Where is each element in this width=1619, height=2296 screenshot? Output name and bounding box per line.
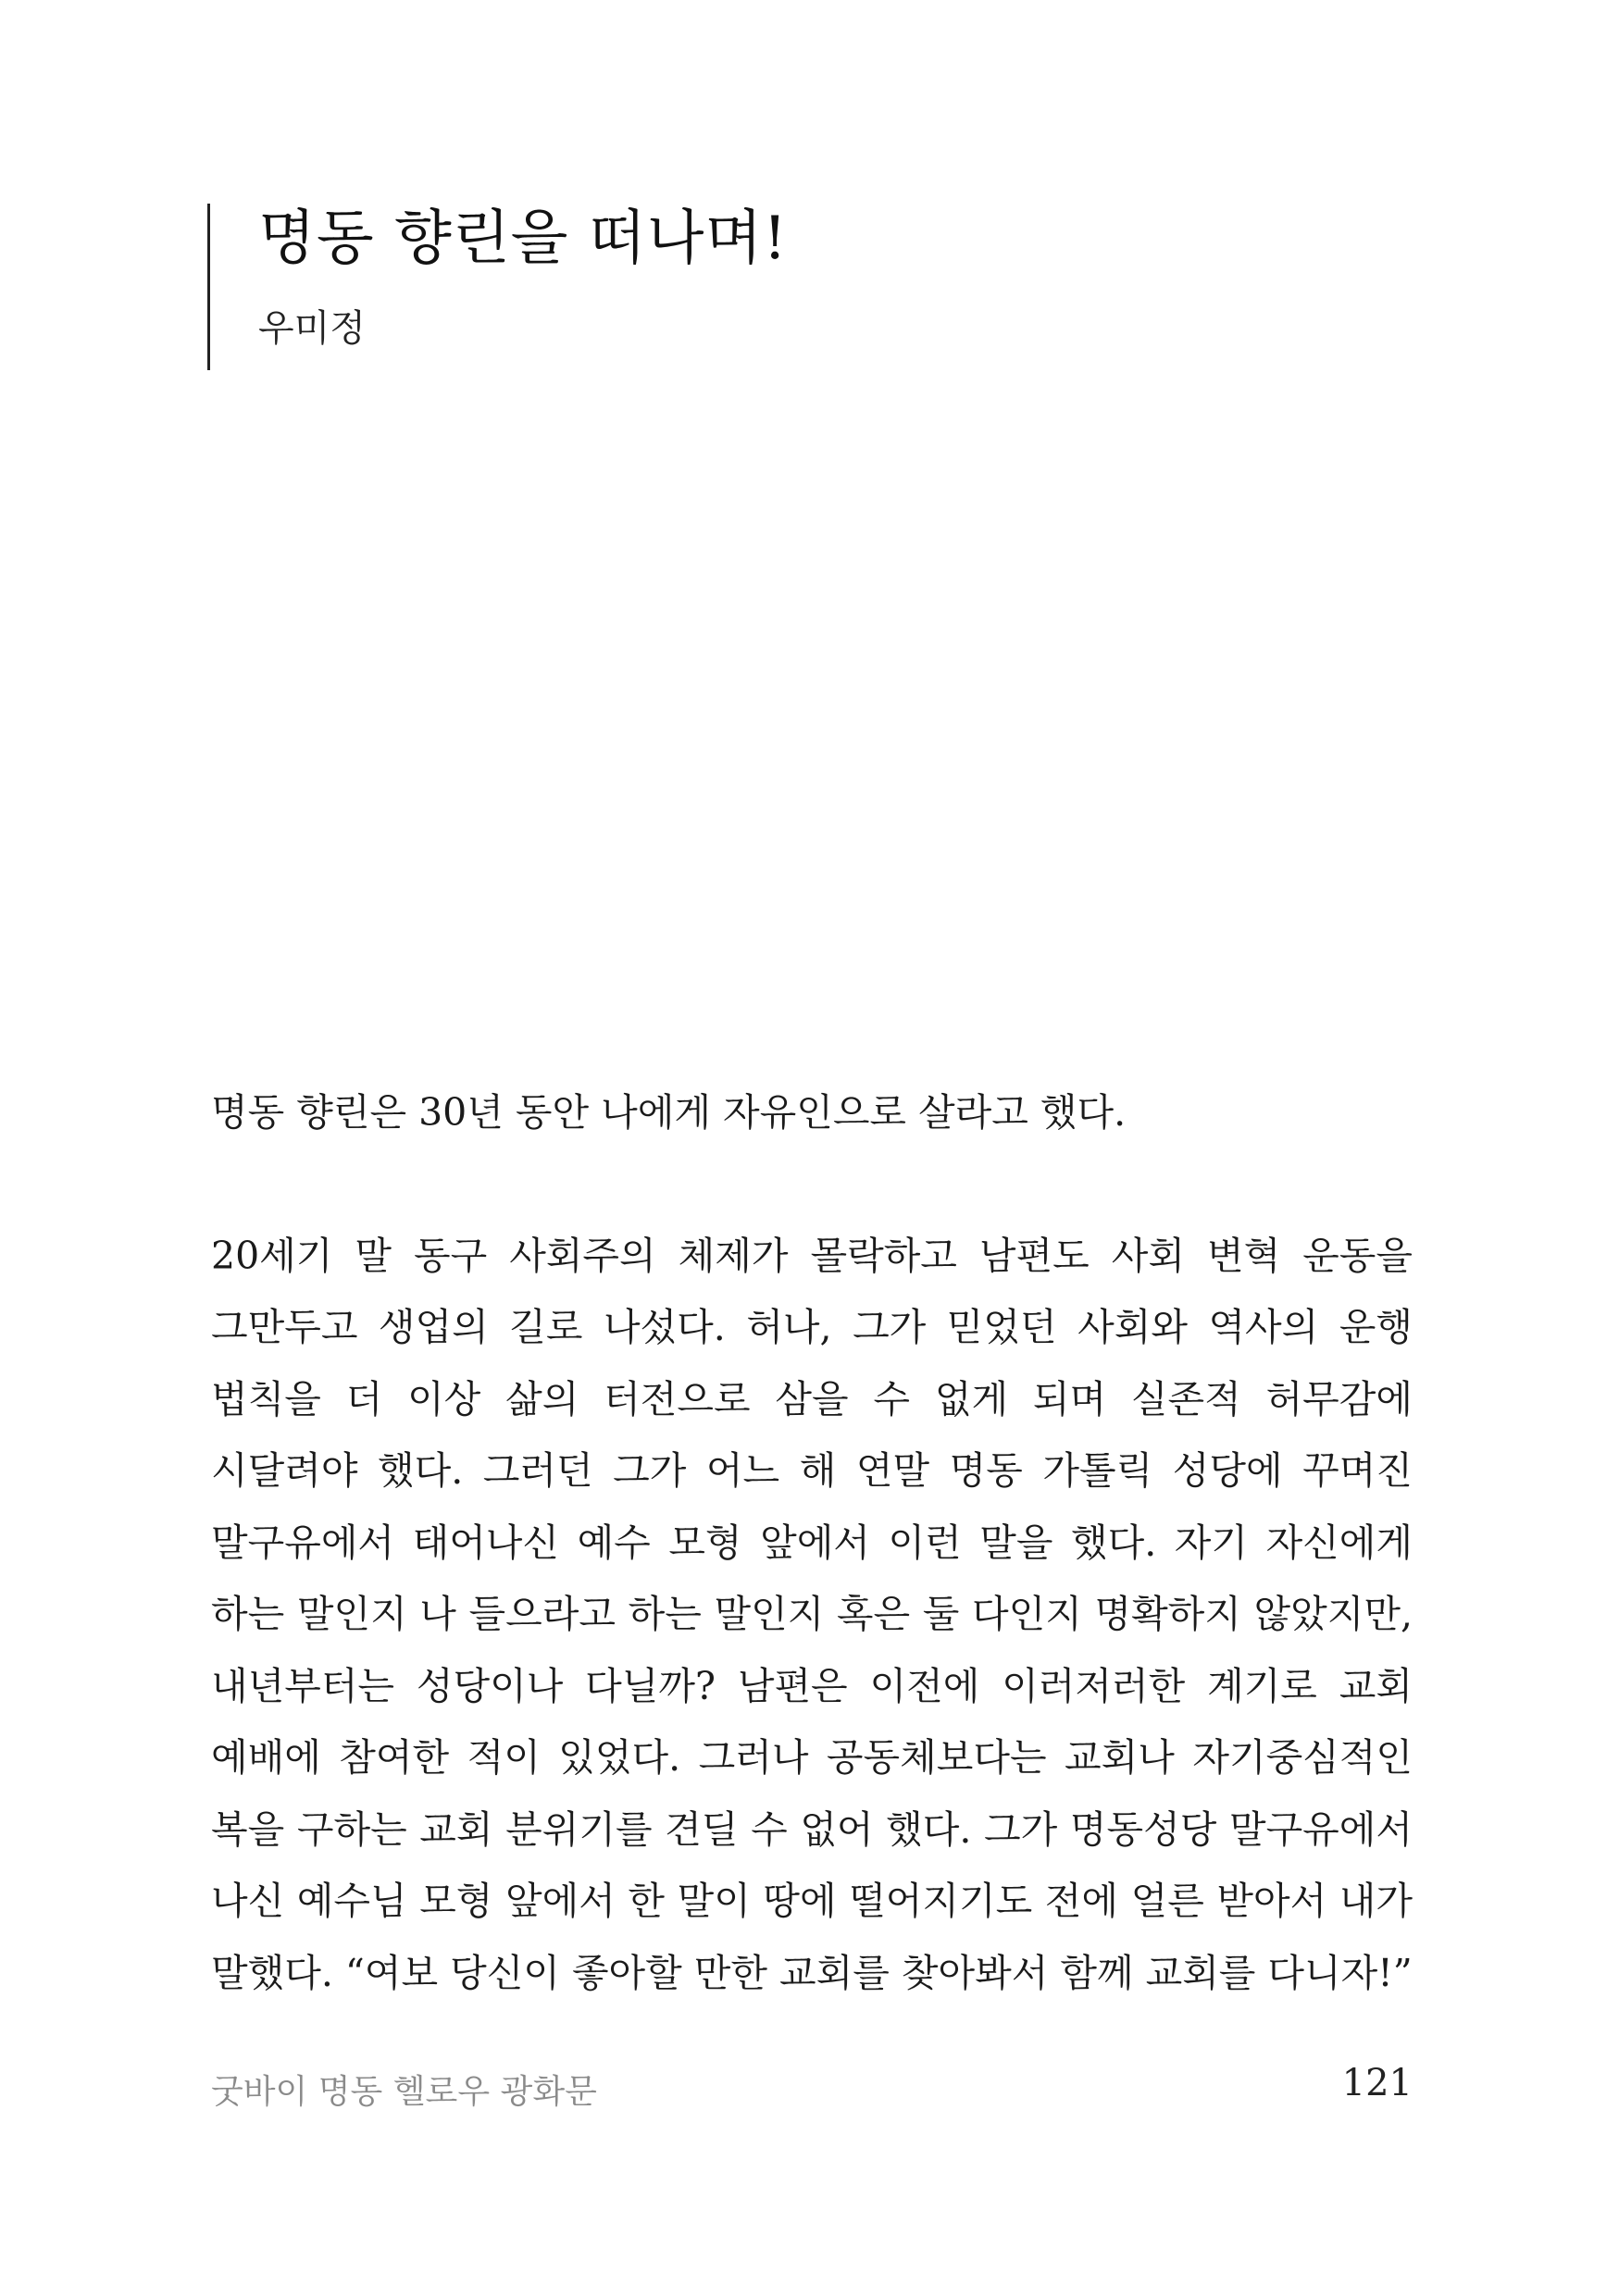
page-footer xyxy=(211,2062,1413,2112)
chapter-author: 우미정 xyxy=(258,306,366,350)
body-text xyxy=(211,1077,1413,2009)
body-paragraph: 20세기 말 동구 사회주의 체제가 몰락하고 남편도 사회 변혁 운동을 그만두고 생업의 길로 나섰다. 허나, 그가 믿었던 사회와 역사의 운행 법칙을 더 이상 삶의 터전으로 삼을 수 없게 되며 실존적 허무감에 시달려야 했다. 그러던 그가 어느 해 연말 명동 가톨릭 성당에 꾸며진 말구유에서 태어나신 예수 모형 앞에서 이런 말을 했다. 자기 자신에게 하는 말인지 나 들으라고 하는 말인지 혹은 둘 다인지 명확하지 않았지만, 내년부터는 성당이나 다닐까? 남편은 이전에 이러저러한 계기로 교회 예배에 참여한 적이 있었다. 그러나 공동체보다는 교회나 자기중심적인 복을 구하는 교회 분위기를 견딜 수 없어 했다. 그가 명동성당 말구유에서 나신 예수님 모형 앞에서 한 말이 땅에 떨어지기도 전에 얼른 받아서 내가 말했다. “여보 당신이 좋아할 만한 교회를 찾아봐서 함께 교회를 다니자!” xyxy=(211,1233,1413,1995)
running-book-title: 굿바이 명동 헬로우 광화문 xyxy=(211,2073,597,2111)
lead-paragraph: 명동 향린은 30년 동안 나에게 자유인으로 살라고 했다. xyxy=(211,1090,1127,1135)
chapter-header xyxy=(207,204,788,370)
page-number: 121 xyxy=(1341,2062,1413,2104)
chapter-title: 명동 향린을 떠나며! xyxy=(258,205,788,273)
